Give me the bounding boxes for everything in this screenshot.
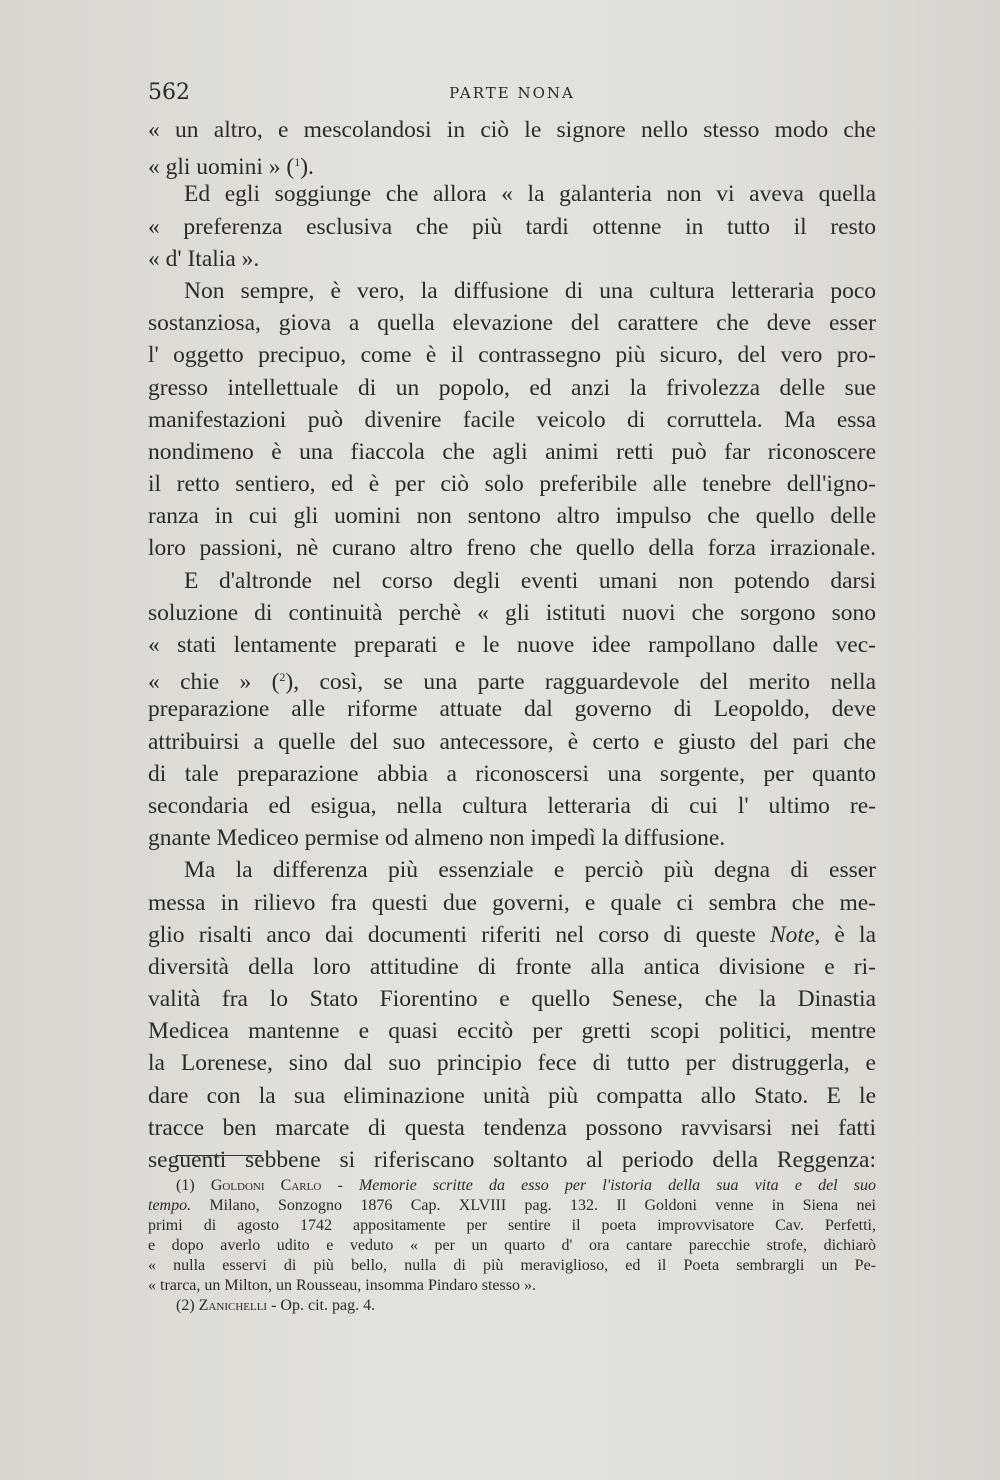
text-line: sostanziosa, giova a quella elevazione del carattere che deve esser bbox=[148, 310, 876, 337]
running-title: PARTE NONA bbox=[449, 84, 575, 102]
text-line: nondimeno è una fiaccola che agli animi retti può far riconoscere bbox=[148, 438, 876, 465]
footnote-line: primi di agosto 1742 appositamente per sentire il poeta improvvisatore Cav. Perfetti, bbox=[148, 1217, 876, 1234]
text-line: soluzione di continuità perchè « gli istituti nuovi che sorgono sono bbox=[148, 599, 876, 626]
text-line: « un altro, e mescolandosi in ciò le signore nello stesso modo che bbox=[148, 117, 876, 143]
text-line: « chie » ($^2$), così, se una parte ragguardevole del merito nella bbox=[148, 669, 876, 696]
text-line: attribuirsi a quelle del suo antecessore, è certo e giusto del pari che bbox=[148, 728, 876, 755]
text-line: ranza in cui gli uomini non sentono altro impulso che quello delle bbox=[148, 503, 876, 530]
italic-note-word: Note bbox=[770, 921, 815, 948]
main-text bbox=[148, 114, 876, 1176]
footnote-ref: 2 bbox=[279, 670, 286, 685]
text-line: Non sempre, è vero, la diffusione di una cultura letteraria poco bbox=[184, 277, 876, 304]
text-line: Ed egli soggiunge che allora « la galanteria non vi aveva quella bbox=[184, 181, 876, 208]
footnotes bbox=[148, 1176, 876, 1316]
text-line: valità fra lo Stato Fiorentino e quello Senese, che la Dinastia bbox=[148, 986, 876, 1013]
footnote-line: (1) Goldoni Carlo - Memorie scritte da esso per l'istoria della sua vita e del suo bbox=[176, 1177, 877, 1194]
text-line: « preferenza esclusiva che più tardi ottenne in tutto il resto bbox=[148, 213, 876, 240]
text-line: dare con la sua eliminazione unità più compatta allo Stato. E le bbox=[148, 1082, 876, 1109]
text-line: l' oggetto precipuo, come è il contrassegno più sicuro, del vero pro- bbox=[148, 342, 876, 369]
footnote-marker: (2) bbox=[176, 1297, 195, 1314]
footnote-ref: 1 bbox=[294, 155, 301, 170]
text-line: manifestazioni può divenire facile veicolo di corruttela. Ma essa bbox=[148, 406, 876, 433]
text-line: « stati lentamente preparati e le nuove idee rampollano dalle vec- bbox=[148, 632, 876, 658]
text-line: Medicea mantenne e quasi eccitò per gretti scopi politici, mentre bbox=[148, 1018, 876, 1045]
text-line: gnante Mediceo permise od almeno non impedì la diffusione. bbox=[148, 825, 726, 852]
text-line: glio risalti anco dai documenti riferiti nel corso di queste Note, è la bbox=[148, 921, 876, 948]
text-line: gresso intellettuale di un popolo, ed anzi la frivolezza delle sue bbox=[148, 374, 876, 401]
text-line: la Lorenese, sino dal suo principio fece di tutto per distruggerla, e bbox=[148, 1050, 876, 1077]
text-line: « d' Italia ». bbox=[148, 245, 260, 272]
text-line: di tale preparazione abbia a riconoscersi una sorgente, per quanto bbox=[148, 760, 876, 787]
text-line: diversità della loro attitudine di fronte alla antica divisione e ri- bbox=[148, 953, 876, 980]
footnote-line: « trarca, un Milton, un Rousseau, insomma Pindaro stesso ». bbox=[148, 1277, 536, 1294]
footnote-author: Goldoni Carlo bbox=[210, 1177, 322, 1194]
footnote-line: « nulla esservi di più bello, nulla di più meraviglioso, ed il Poeta sembrargli un Pe- bbox=[148, 1257, 876, 1274]
footnote-line: (2) Zanichelli - Op. cit. pag. 4. bbox=[176, 1297, 376, 1314]
text-line: E d'altronde nel corso degli eventi umani non potendo darsi bbox=[184, 567, 876, 594]
text-line: messa in rilievo fra questi due governi, e quale ci sembra che me- bbox=[148, 889, 876, 916]
text-line: « gli uomini » ($^1$). bbox=[148, 154, 314, 181]
text-line: seguenti sebbene si riferiscano soltanto al periodo della Reggenza: bbox=[148, 1147, 876, 1173]
text-line: secondaria ed esigua, nella cultura letteraria di cui l' ultimo re- bbox=[148, 792, 876, 819]
footnote-line: e dopo averlo udito e veduto « per un quarto d' ora cantare parecchie strofe, dichiarò bbox=[148, 1237, 876, 1254]
page-header bbox=[148, 80, 876, 112]
footnote-line: tempo. Milano, Sonzogno 1876 Cap. XLVIII pag. 132. Il Goldoni venne in Siena nei bbox=[148, 1197, 877, 1214]
text-line: tracce ben marcate di questa tendenza possono ravvisarsi nei fatti bbox=[148, 1114, 876, 1141]
text-line: il retto sentiero, ed è per ciò solo preferibile alle tenebre dell'igno- bbox=[148, 471, 876, 498]
text-line: preparazione alle riforme attuate dal governo di Leopoldo, deve bbox=[148, 696, 876, 723]
page-number: 562 bbox=[148, 80, 190, 105]
text-line: Ma la differenza più essenziale e perciò più degna di esser bbox=[184, 857, 876, 884]
footnote-marker: (1) bbox=[176, 1177, 195, 1194]
footnote-divider bbox=[176, 1155, 262, 1156]
text-line: loro passioni, nè curano altro freno che quello della forza irrazionale. bbox=[148, 535, 876, 562]
footnote-author: Zanichelli bbox=[198, 1297, 268, 1314]
